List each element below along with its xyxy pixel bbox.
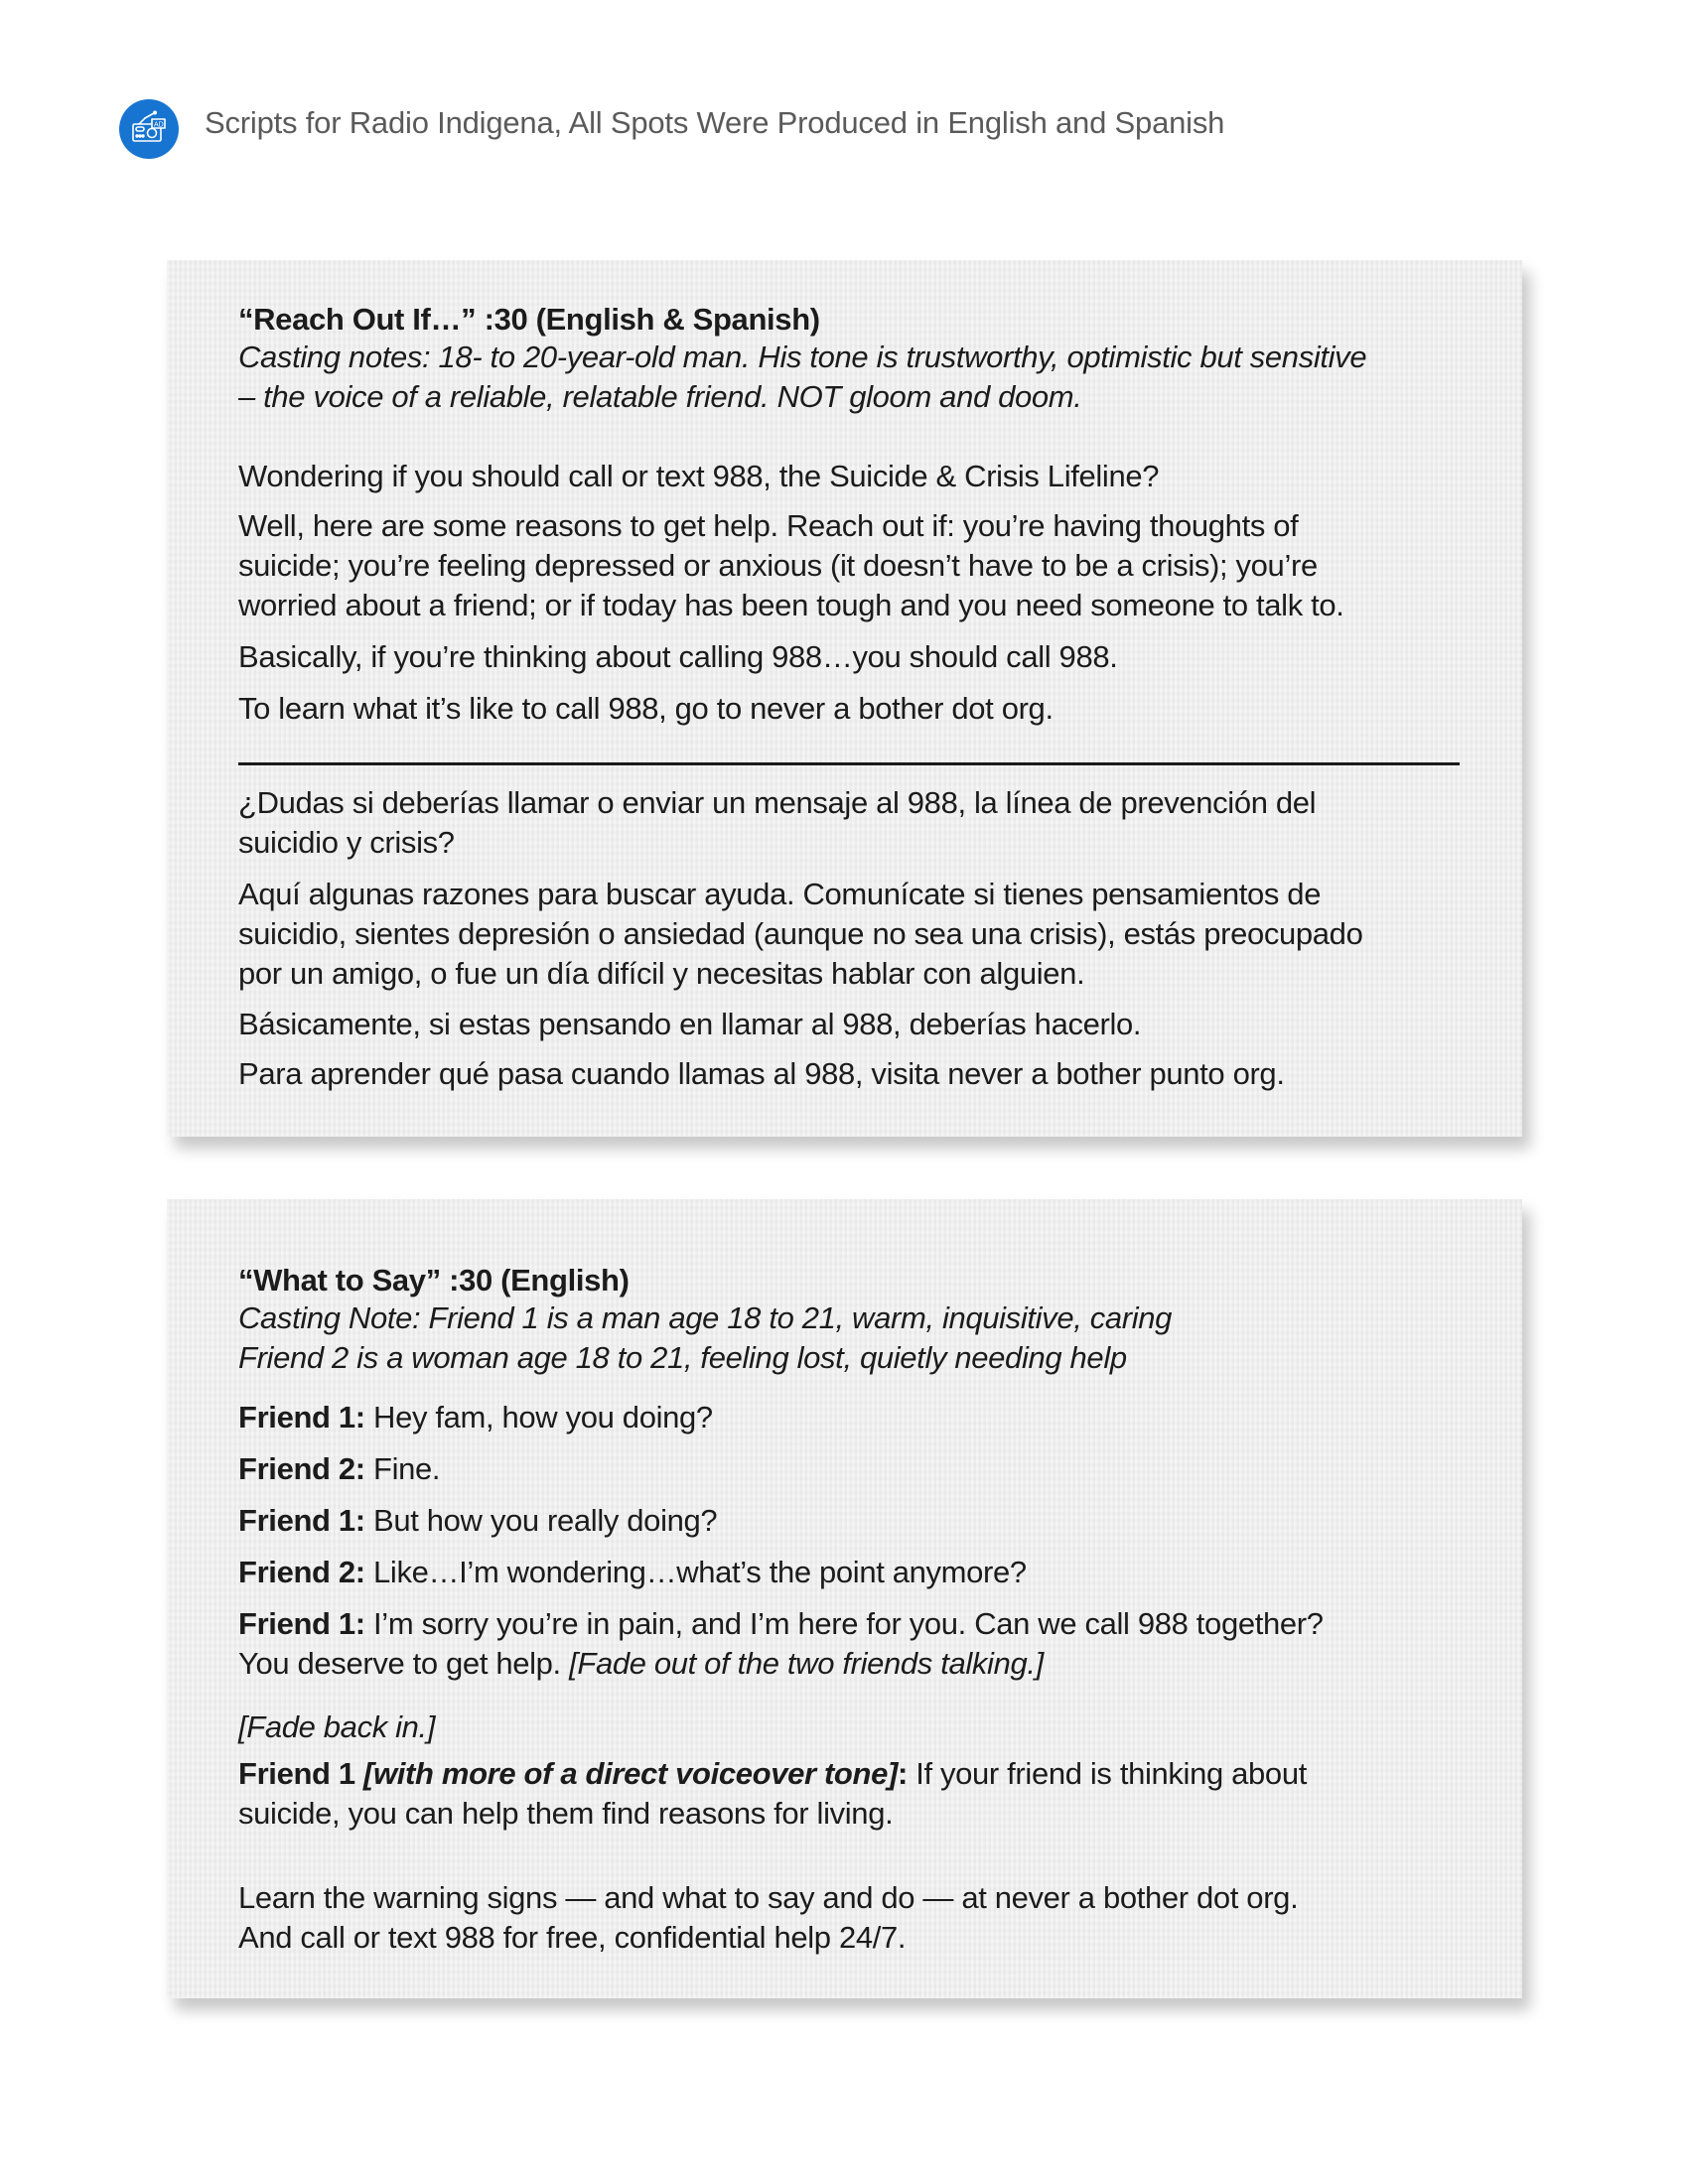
- svg-text:AD: AD: [154, 121, 164, 129]
- dialogue-text: I’m sorry you’re in pain, and I’m here for you. Can we call 988 together? You deserve to get help.: [238, 1606, 1324, 1681]
- speaker-label: Friend 1: [238, 1756, 364, 1791]
- dialogue-line: [238, 1449, 440, 1489]
- stage-direction: [Fade back in.]: [238, 1709, 436, 1744]
- radio-ad-icon: [119, 99, 179, 159]
- english-paragraph: Basically, if you’re thinking about calling 988…you should call 988.: [238, 639, 1118, 674]
- spanish-paragraph: ¿Dudas si deberías llamar o enviar un mensaje al 988, la línea de prevención del suicidio y crisis?: [238, 785, 1317, 860]
- script-title: “Reach Out If…” :30 (English & Spanish): [238, 302, 820, 337]
- speaker-label: Friend 1:: [238, 1400, 365, 1434]
- speaker-label: Friend 2:: [238, 1555, 365, 1589]
- page-header-title: Scripts for Radio Indigena, All Spots Were Produced in English and Spanish: [205, 105, 1225, 140]
- voiceover-text: If your friend is thinking about suicide, you can help them find reasons for living.: [238, 1756, 1307, 1831]
- dialogue-text: Like…I’m wondering…what’s the point anymore?: [364, 1555, 1027, 1589]
- dialogue-text: But how you really doing?: [364, 1503, 718, 1538]
- dialogue-text: Hey fam, how you doing?: [364, 1400, 713, 1434]
- speaker-label: Friend 1:: [238, 1606, 365, 1641]
- dialogue-line: [238, 1604, 1324, 1684]
- dialogue-line: [238, 1398, 713, 1437]
- speaker-label: Friend 1:: [238, 1503, 365, 1538]
- language-divider: [238, 762, 1460, 765]
- spanish-paragraph: Para aprender qué pasa cuando llamas al 988, visita never a bother punto org.: [238, 1056, 1285, 1091]
- english-paragraph: Wondering if you should call or text 988, the Suicide & Crisis Lifeline?: [238, 459, 1160, 493]
- casting-notes: Casting notes: 18- to 20-year-old man. His tone is trustworthy, optimistic but sensitive – the voice of a reliable, relatable friend. NOT gloom and doom.: [238, 340, 1367, 414]
- english-paragraph: To learn what it’s like to call 988, go to never a bother dot org.: [238, 691, 1054, 726]
- stage-direction: [with more of a direct voiceover tone]: [363, 1756, 898, 1791]
- header-icon-badge: [119, 99, 179, 159]
- closing-paragraph: Learn the warning signs — and what to say and do — at never a bother dot org. And call or text 988 for free, confidential help 24/7.: [238, 1880, 1299, 1955]
- speaker-label: Friend 2:: [238, 1451, 365, 1486]
- script-title: “What to Say” :30 (English): [238, 1263, 630, 1297]
- speaker-colon: :: [897, 1756, 908, 1791]
- voiceover-line: [238, 1754, 1307, 1834]
- spanish-paragraph: Aquí algunas razones para buscar ayuda. Comunícate si tienes pensamientos de suicidio, sientes depresión o ansiedad (aunque no sea una crisis), estás preocupado por un amigo, o fue un día difícil y necesitas hablar con alguien.: [238, 877, 1363, 991]
- dialogue-line: [238, 1501, 717, 1541]
- stage-direction: [Fade out of the two friends talking.]: [569, 1646, 1044, 1681]
- english-paragraph: Well, here are some reasons to get help. Reach out if: you’re having thoughts of suicide; you’re feeling depressed or anxious (it doesn’t have to be a crisis); you’re worried about a friend; or if today has been tough and you need someone to talk to.: [238, 508, 1344, 622]
- spanish-paragraph: Básicamente, si estas pensando en llamar al 988, deberías hacerlo.: [238, 1007, 1142, 1041]
- dialogue-line: [238, 1553, 1027, 1592]
- casting-notes: Casting Note: Friend 1 is a man age 18 to 21, warm, inquisitive, caring Friend 2 is a woman age 18 to 21, feeling lost, quietly needing help: [238, 1300, 1173, 1375]
- dialogue-text: Fine.: [364, 1451, 441, 1486]
